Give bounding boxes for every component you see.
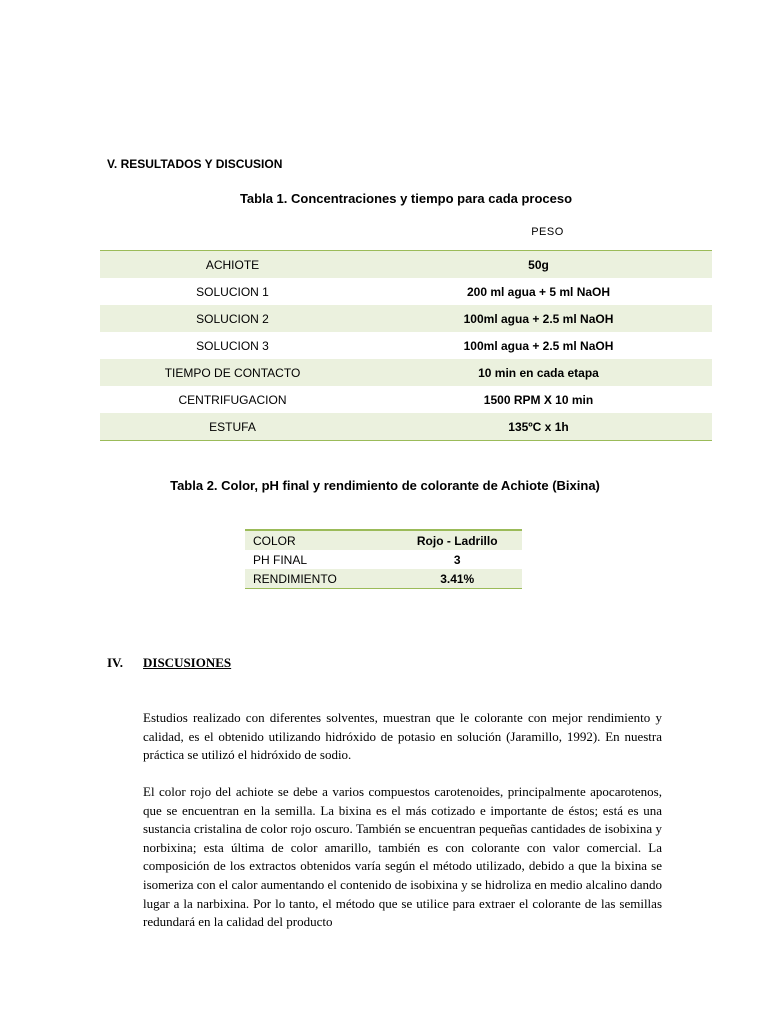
section-title: V. RESULTADOS Y DISCUSION: [107, 157, 283, 171]
table1-value: 10 min en cada etapa: [365, 359, 712, 386]
table-row: [100, 413, 712, 441]
table1-label: SOLUCION 2: [100, 305, 365, 332]
table1-value: 50g: [365, 251, 712, 279]
table2-label: COLOR: [245, 530, 392, 550]
table1-label: ESTUFA: [100, 413, 365, 441]
table1-value: 100ml agua + 2.5 ml NaOH: [463, 338, 614, 353]
table-row: [245, 569, 522, 589]
table2-value: Rojo - Ladrillo: [392, 530, 522, 550]
table2-caption: Tabla 2. Color, pH final y rendimiento de colorante de Achiote (Bixina): [170, 478, 600, 493]
table1-label: TIEMPO DE CONTACTO: [100, 359, 365, 386]
table1-value: 200 ml agua + 5 ml NaOH: [466, 284, 611, 299]
discussion-heading: DISCUSIONES: [143, 655, 232, 670]
table-row: [245, 550, 522, 569]
table1-caption: Tabla 1. Concentraciones y tiempo para cada proceso: [239, 191, 573, 206]
table-row: [100, 332, 712, 359]
table1: [100, 250, 712, 441]
table-row: [100, 359, 712, 386]
table-row: [100, 386, 712, 413]
table-row: [245, 530, 522, 550]
discussion-paragraph-1: Estudios realizado con diferentes solventes, muestran que le colorante con mejor rendimiento y calidad, es el obtenido utilizando hidróxido de potasio en solución (Jaramillo, 1992). En nuestra práctica se utilizó el hidróxido de sodio.: [143, 710, 662, 763]
table2-label: RENDIMIENTO: [245, 569, 392, 589]
table-row: [100, 278, 712, 305]
discussion-number: IV.: [107, 655, 124, 670]
table2-value: 3.41%: [392, 569, 522, 589]
table1-label: SOLUCION 3: [196, 338, 269, 353]
table2-label: PH FINAL: [253, 552, 308, 567]
table1-value: 135ºC x 1h: [365, 413, 712, 441]
table1-label: CENTRIFUGACION: [178, 392, 287, 407]
table2: [245, 529, 522, 589]
table1-header-peso: PESO: [531, 226, 564, 238]
table1-label: ACHIOTE: [100, 251, 365, 279]
discussion-paragraph-2: El color rojo del achiote se debe a varios compuestos carotenoides, principalmente apocarotenos, que se encuentran en la semilla. La bixina es el más cotizado e importante de éstos; está es una sustancia cristalina de color rojo oscuro. También se encuentran pequeñas cantidades de isobixina y norbixina; esta última de color amarillo, también es con colorante con valor comercial. La composición de los extractos obtenidos varía según el método utilizado, debido a que la bixina se isomeriza con el calor aumentando el contenido de isobixina y se hidroliza en medio alcalino dando lugar a la narbixina. Por lo tanto, el método que se utilice para extraer el colorante de las semillas redundará en la calidad del producto: [143, 784, 662, 930]
table1-value: 100ml agua + 2.5 ml NaOH: [365, 305, 712, 332]
table-row: [100, 251, 712, 279]
table-row: [100, 305, 712, 332]
table2-value: 3: [453, 552, 461, 567]
table1-label: SOLUCION 1: [196, 284, 269, 299]
table1-value: 1500 RPM X 10 min: [483, 392, 594, 407]
